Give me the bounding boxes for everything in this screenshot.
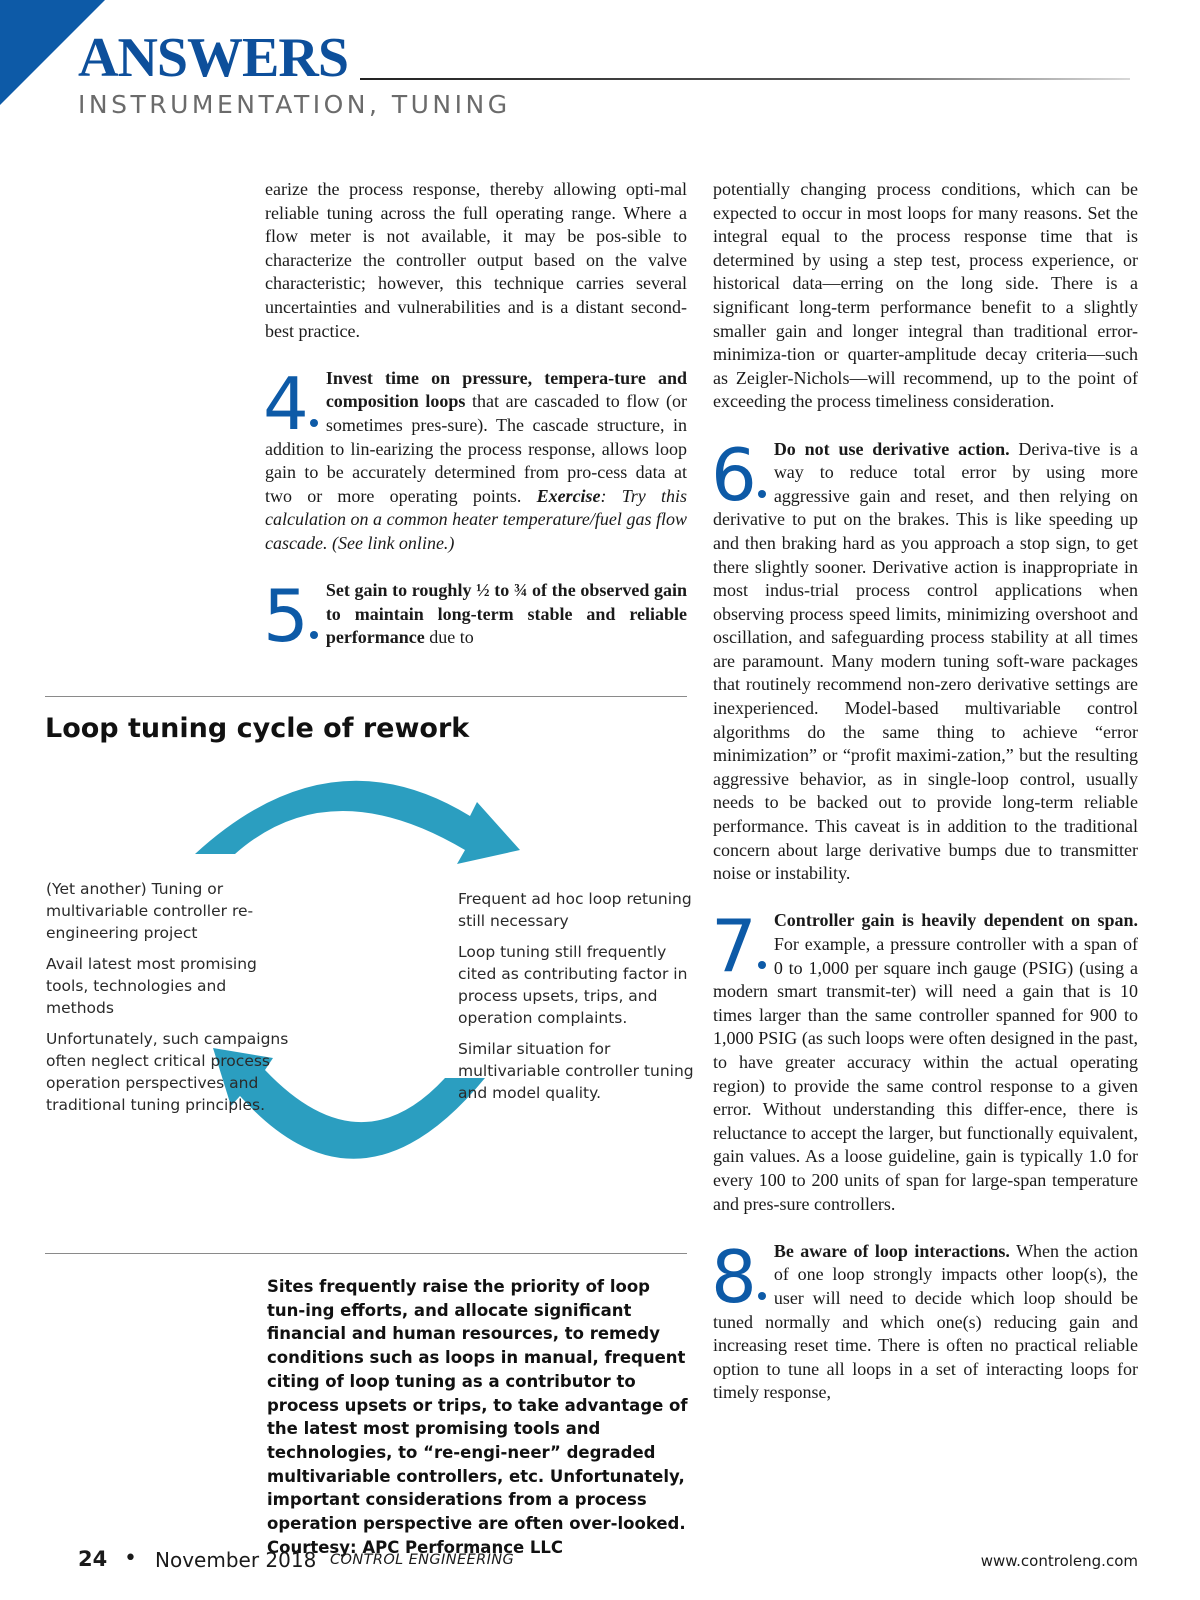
figure-title: Loop tuning cycle of rework bbox=[45, 713, 470, 744]
issue-date: November 2018 bbox=[155, 1548, 317, 1572]
item-7-body: For example, a pressure controller with a span of 0 to 1,000 per square inch gauge (PSIG) (using a modern smart transmit-ter) will need a gain that is 10 times larger than the same controller spanned for 900 to 1,000 PSIG (as such loops were often designed in the past, to have greater accuracy within the actual operating region) to provide the same control response to a given error. Without understanding this differ-ence, there is reluctance to accept the larger, but functionally equivalent, gain values. As a loose guideline, gain is typically 1.0 for every 100 to 200 units of span for large-span temperature and pres-sure controllers. bbox=[713, 934, 1138, 1214]
website-url[interactable]: www.controleng.com bbox=[980, 1552, 1138, 1570]
dropcap-4: 4 bbox=[263, 371, 318, 437]
item-5-heading: Set gain to roughly ½ to ¾ of the observed gain to maintain long-term stable and reliable performance bbox=[325, 580, 687, 648]
item-5 bbox=[263, 574, 687, 659]
exercise-label: Exercise bbox=[536, 485, 601, 506]
right-item-3: Similar situation for multivariable controller tuning and model quality. bbox=[458, 1040, 694, 1102]
item-4-body: that are cascaded to flow (or sometimes pres-sure). The cascade structure, in addition to lin-earizing the process response, allows loop gain to be accurately determined from pro-cess data at two or more operating points. bbox=[265, 391, 687, 506]
item-6-heading: Do not use derivative action. bbox=[773, 438, 1010, 459]
page-number: 24 bbox=[78, 1547, 108, 1571]
figure-left-text bbox=[46, 878, 291, 1125]
item-6 bbox=[711, 432, 1138, 886]
section-subtitle: INSTRUMENTATION, TUNING bbox=[78, 90, 511, 119]
dropcap-8: 8 bbox=[711, 1244, 766, 1310]
item-8 bbox=[711, 1234, 1138, 1405]
item-7 bbox=[711, 904, 1138, 1216]
column-right bbox=[713, 178, 1138, 1405]
column1-intro: earize the process response, thereby allowing opti-mal reliable tuning across the full operating range. Where a flow meter is not available, it may be pos-sible to characterize the controller output based on the valve characteristic; however, this technique carries several uncertainties and vulnerabilities and is a distant second-best practice. bbox=[265, 179, 687, 341]
exercise-text: : Try this calculation on a common heater temperature/fuel gas flow cascade. (See link online.) bbox=[265, 485, 687, 553]
column-left bbox=[263, 178, 687, 659]
item-7-heading: Controller gain is heavily dependent on span. bbox=[773, 910, 1138, 931]
item-6-body: Deriva-tive is a way to reduce total error by using more aggressive gain and reset, and then relying on derivative to put on the brakes. This is like speeding up and then braking hard as you approach a stop sign, to get there slightly sooner. Derivative action is inappropriate in most indus-trial process control applications when observing process speed limits, minimizing overshoot and oscillation, and safeguarding process stability at all times are paramount. Many modern tuning soft-ware packages that routinely recommend non-zero derivative settings are inexperienced. Model-based multivariable control algorithms do the same thing to achieve “error minimization” or “profit maximi-zation,” but the resulting aggressive behavior, as in single-loop control, usually needs to be backed out to provide long-term reliable performance. This caveat is in addition to the traditional concern about large derivative bumps due to transmitter noise or instability. bbox=[713, 438, 1138, 884]
item-8-heading: Be aware of loop interactions. bbox=[773, 1240, 1010, 1261]
dropcap-7: 7 bbox=[711, 913, 766, 979]
left-item-1: (Yet another) Tuning or multivariable controller re-engineering project bbox=[46, 880, 254, 942]
section-title: ANSWERS bbox=[78, 27, 348, 89]
figure-right-text bbox=[458, 888, 698, 1113]
figure-rule-top bbox=[45, 696, 687, 697]
magazine-name: CONTROL ENGINEERING bbox=[330, 1552, 515, 1568]
item-5-body: due to bbox=[424, 627, 474, 648]
column2-intro: potentially changing process conditions, which can be expected to occur in most loops for many reasons. Set the integral equal to the process response time that is determined by using a step test, process experience, or historical data—erring on the long side. There is a significant long-term performance benefit to a slightly smaller gain and longer integral than traditional error-minimiza-tion or quarter-amplitude decay criteria—such as Zeigler-Nichols—will recommend, up to the point of exceeding the process timeliness consideration. bbox=[713, 179, 1138, 412]
figure-rule-bottom bbox=[45, 1253, 687, 1254]
dropcap-6: 6 bbox=[711, 442, 766, 508]
right-item-2: Loop tuning still frequently cited as contributing factor in process upsets, trips, and operation complaints. bbox=[458, 943, 688, 1027]
dropcap-5: 5 bbox=[263, 583, 318, 649]
top-cycle-arrow bbox=[195, 781, 520, 864]
figure-caption: Sites frequently raise the priority of loop tun-ing efforts, and allocate significant financial and human resources, to remedy conditions such as loops in manual, frequent citing of loop tuning as a contributor to process upsets or trips, to take advantage of the latest most promising tools and technologies, to “re-engi-neer” degraded multivariable controllers, etc. Unfortunately, important considerations from a process operation perspective are often over-looked. Courtesy: APC Performance LLC bbox=[267, 1277, 688, 1557]
right-item-1: Frequent ad hoc loop retuning still necessary bbox=[458, 890, 692, 930]
footer-bullet: • bbox=[124, 1546, 137, 1571]
left-item-3: Unfortunately, such campaigns often neglect critical process operation perspectives and traditional tuning principles. bbox=[46, 1030, 289, 1114]
item-4 bbox=[263, 361, 687, 556]
item-8-body: When the action of one loop strongly impacts other loop(s), the user will need to decide which loop should be tuned normally and which one(s) reducing gain and increasing reset time. There is often no practical reliable option to tune all loops in a set of interacting loops for timely response, bbox=[713, 1240, 1138, 1403]
page-footer bbox=[78, 1547, 1138, 1579]
left-item-2: Avail latest most promising tools, technologies and methods bbox=[46, 955, 257, 1017]
header-rule bbox=[360, 78, 1130, 80]
item-4-heading: Invest time on pressure, tempera-ture and composition loops bbox=[325, 367, 687, 412]
